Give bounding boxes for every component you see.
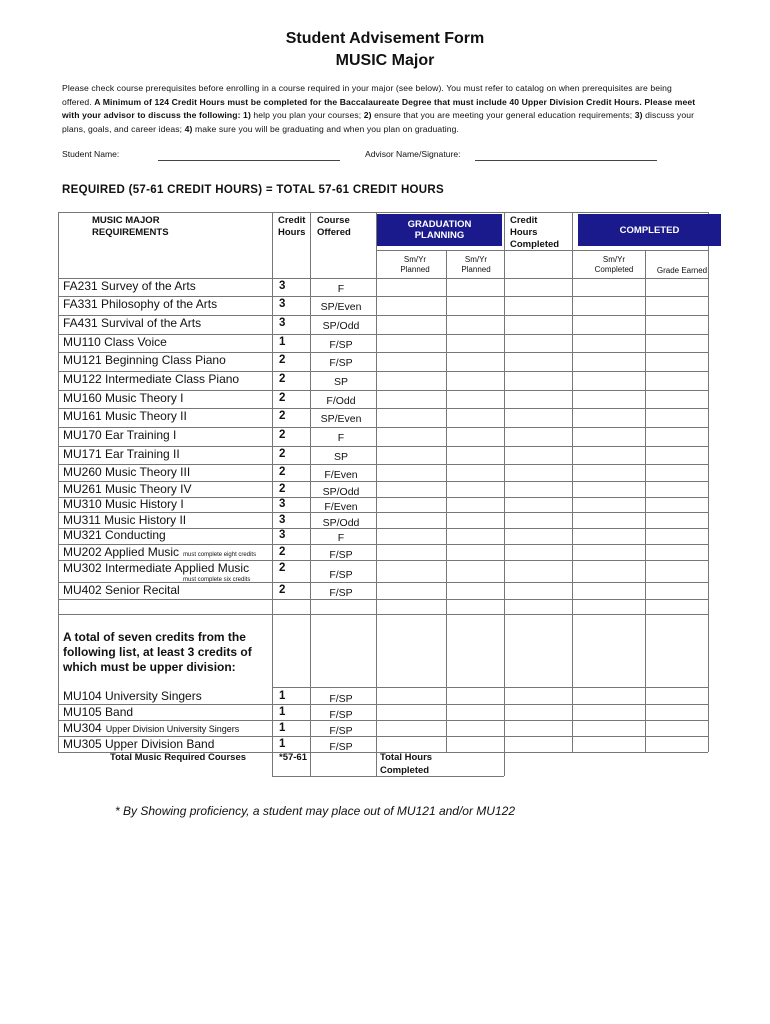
course-offered: F bbox=[337, 532, 345, 544]
footnote: * By Showing proficiency, a student may place out of MU121 and/or MU122 bbox=[115, 804, 515, 818]
course-name bbox=[63, 545, 256, 559]
form-title: Student Advisement Form bbox=[285, 30, 485, 47]
header-requirements-line: REQUIREMENTS bbox=[92, 227, 169, 238]
course-code-title: MU170 Ear Training I bbox=[63, 428, 177, 442]
course-offered: F/Odd bbox=[326, 395, 356, 407]
elective-offered: F/SP bbox=[329, 741, 353, 753]
smyr-line: Sm/Yr bbox=[403, 255, 427, 264]
total-label: Total Music Required Courses bbox=[110, 752, 247, 763]
course-credits: 2 bbox=[279, 410, 286, 422]
intro-text-8: 4) bbox=[184, 123, 193, 134]
student-name-field[interactable] bbox=[158, 160, 340, 161]
header-chc-line: Completed bbox=[510, 239, 560, 250]
course-credits: 2 bbox=[279, 562, 286, 574]
header-smyr-planned-2 bbox=[446, 255, 506, 275]
smyr-line: Planned bbox=[400, 265, 430, 274]
intro-text-5: ensure that you are meeting your general education requirements; bbox=[374, 110, 633, 121]
header-chc-line: Hours bbox=[510, 227, 538, 238]
course-offered: F bbox=[337, 432, 345, 444]
course-offered: F bbox=[337, 283, 345, 295]
course-code-title: FA231 Survey of the Arts bbox=[63, 279, 196, 293]
elective-heading: A total of seven credits from the following list, at least 3 credits of which must be upper division: bbox=[63, 630, 252, 674]
course-code-title: MU202 Applied Music bbox=[63, 545, 180, 559]
course-name bbox=[63, 353, 226, 367]
course-credits: 2 bbox=[279, 448, 286, 460]
course-credits: 2 bbox=[279, 354, 286, 366]
course-name bbox=[63, 279, 196, 293]
course-credits: 3 bbox=[279, 529, 286, 541]
course-credits: 3 bbox=[279, 514, 286, 526]
elective-name bbox=[63, 721, 239, 735]
course-offered: SP/Odd bbox=[322, 320, 360, 332]
header-credit-line: Credit bbox=[278, 215, 306, 226]
course-offered: SP/Odd bbox=[322, 486, 360, 498]
table-rule bbox=[272, 212, 273, 776]
course-name bbox=[63, 561, 251, 583]
course-credits: 2 bbox=[279, 546, 286, 558]
header-offered-line: Offered bbox=[317, 227, 351, 238]
advisor-signature-label: Advisor Name/Signature: bbox=[365, 149, 461, 159]
intro-text-7: discuss your plans, goals, and career ideas; bbox=[62, 110, 695, 134]
elective-credits: 1 bbox=[279, 722, 286, 734]
course-credits: 2 bbox=[279, 584, 286, 596]
table-rule bbox=[58, 599, 708, 600]
elective-credits: 1 bbox=[279, 690, 286, 702]
elective-code-title: MU305 Upper Division Band bbox=[63, 737, 215, 751]
header-credit-line: Hours bbox=[278, 227, 306, 238]
course-offered: F/SP bbox=[329, 339, 353, 351]
table-rule bbox=[272, 687, 708, 688]
elective-offered: F/SP bbox=[329, 709, 353, 721]
intro-text-6: 3) bbox=[634, 110, 643, 121]
course-name bbox=[63, 482, 192, 496]
elective-name bbox=[63, 737, 214, 751]
header-chc-line: Credit bbox=[510, 215, 538, 226]
header-credit-hours bbox=[278, 215, 305, 239]
intro-text-4: 2) bbox=[363, 110, 372, 121]
course-offered: F/Even bbox=[324, 469, 358, 481]
course-offered: SP/Odd bbox=[322, 517, 360, 529]
advisor-signature-field[interactable] bbox=[475, 160, 657, 161]
course-code-title: MU310 Music History I bbox=[63, 497, 184, 511]
course-credits: 2 bbox=[279, 483, 286, 495]
course-credits: 2 bbox=[279, 466, 286, 478]
course-name bbox=[63, 391, 184, 405]
table-rule bbox=[58, 704, 708, 705]
elective-name bbox=[63, 689, 202, 703]
table-rule bbox=[58, 212, 708, 213]
table-rule bbox=[504, 212, 505, 776]
course-name bbox=[63, 335, 167, 349]
smyr-line: Sm/Yr bbox=[602, 255, 626, 264]
intro-text-9: make sure you will be graduating and when you plan on graduating. bbox=[195, 123, 460, 134]
header-requirements bbox=[92, 215, 169, 239]
table-rule bbox=[376, 212, 377, 776]
header-completed: COMPLETED bbox=[578, 214, 721, 246]
header-grade-earned: Grade Earned bbox=[656, 266, 708, 275]
course-code-title: MU302 Intermediate Applied Music bbox=[63, 561, 250, 575]
table-rule bbox=[58, 614, 708, 615]
course-offered: F/SP bbox=[329, 587, 353, 599]
course-code-title: MU171 Ear Training II bbox=[63, 447, 180, 461]
header-grad-line: GRADUATION bbox=[407, 219, 472, 230]
header-credit-hours-completed bbox=[510, 215, 559, 251]
course-note: must complete eight credits bbox=[183, 552, 257, 558]
course-credits: 2 bbox=[279, 429, 286, 441]
course-offered: SP bbox=[333, 376, 348, 388]
intro-text-2: A Minimum of 124 Credit Hours must be completed for the Baccalaureate Degree that must include 40 Upper Division Credit Hours. Please meet with your advisor to discuss the following: 1) bbox=[62, 96, 696, 121]
course-code-title: MU402 Senior Recital bbox=[63, 583, 180, 597]
intro-paragraph bbox=[62, 82, 702, 136]
header-requirements-line: MUSIC MAJOR bbox=[92, 215, 160, 226]
smyr-line: Completed bbox=[594, 265, 634, 274]
course-offered: F/SP bbox=[329, 549, 353, 561]
course-name bbox=[63, 513, 186, 527]
table-rule bbox=[310, 212, 311, 776]
table-rule bbox=[645, 250, 646, 752]
course-code-title: MU121 Beginning Class Piano bbox=[63, 353, 226, 367]
course-offered: F/Even bbox=[324, 501, 358, 513]
total-hours-line: Total Hours bbox=[380, 752, 433, 763]
course-code-title: MU260 Music Theory III bbox=[63, 465, 191, 479]
form-subtitle: MUSIC Major bbox=[335, 52, 435, 69]
table-rule bbox=[58, 212, 59, 752]
table-rule bbox=[572, 212, 573, 752]
total-hours-completed-label bbox=[380, 751, 432, 777]
course-name bbox=[63, 528, 166, 542]
course-credits: 3 bbox=[279, 280, 286, 292]
course-credits: 3 bbox=[279, 298, 286, 310]
elective-code-title: MU105 Band bbox=[63, 705, 134, 719]
elective-note: Upper Division University Singers bbox=[105, 724, 240, 734]
intro-text-1: Please check course prerequisites before enrolling in a course required in your major (see below). You must refer to catalog on when prerequisites are being offered. bbox=[62, 83, 672, 107]
course-name bbox=[63, 428, 176, 442]
table-rule bbox=[708, 212, 709, 752]
course-credits: 2 bbox=[279, 392, 286, 404]
student-name-label: Student Name: bbox=[62, 149, 120, 159]
course-credits: 2 bbox=[279, 373, 286, 385]
course-name bbox=[63, 409, 187, 423]
smyr-line: Planned bbox=[461, 265, 491, 274]
course-name bbox=[63, 316, 201, 330]
course-code-title: MU261 Music Theory IV bbox=[63, 482, 192, 496]
course-name bbox=[63, 497, 184, 511]
header-smyr-planned-1 bbox=[385, 255, 445, 275]
course-offered: SP/Even bbox=[320, 301, 362, 313]
course-name bbox=[63, 297, 217, 311]
course-name bbox=[63, 372, 239, 386]
course-offered: SP/Even bbox=[320, 413, 362, 425]
header-offered-line: Course bbox=[317, 215, 350, 226]
course-credits: 3 bbox=[279, 498, 286, 510]
course-note: must complete six credits bbox=[183, 577, 251, 583]
course-name bbox=[63, 583, 180, 597]
elective-credits: 1 bbox=[279, 706, 286, 718]
course-code-title: MU110 Class Voice bbox=[63, 335, 167, 349]
course-code-title: MU160 Music Theory I bbox=[63, 391, 184, 405]
course-code-title: MU122 Intermediate Class Piano bbox=[63, 372, 240, 386]
intro-text-3: help you plan your courses; bbox=[253, 110, 362, 121]
elective-offered: F/SP bbox=[329, 693, 353, 705]
course-name bbox=[63, 447, 180, 461]
course-code-title: MU311 Music History II bbox=[63, 513, 187, 527]
course-credits: 1 bbox=[279, 336, 286, 348]
total-hours-line: Completed bbox=[380, 765, 430, 776]
course-offered: SP bbox=[333, 451, 348, 463]
elective-name bbox=[63, 705, 133, 719]
course-offered: F/SP bbox=[329, 357, 353, 369]
course-code-title: MU321 Conducting bbox=[63, 528, 166, 542]
table-rule bbox=[446, 250, 447, 752]
course-offered: F/SP bbox=[329, 569, 353, 581]
course-code-title: FA331 Philosophy of the Arts bbox=[63, 297, 218, 311]
header-grad-line: PLANNING bbox=[414, 230, 465, 241]
elective-code-title: MU304 bbox=[63, 721, 102, 735]
elective-credits: 1 bbox=[279, 738, 286, 750]
course-name bbox=[63, 465, 190, 479]
course-code-title: MU161 Music Theory II bbox=[63, 409, 187, 423]
total-value: *57-61 bbox=[279, 752, 307, 763]
section-heading: REQUIRED (57-61 CREDIT HOURS) = TOTAL 57-61 CREDIT HOURS bbox=[62, 184, 444, 196]
elective-offered: F/SP bbox=[329, 725, 353, 737]
elective-code-title: MU104 University Singers bbox=[63, 689, 202, 703]
course-credits: 3 bbox=[279, 317, 286, 329]
header-course-offered bbox=[317, 215, 351, 239]
header-graduation-planning bbox=[377, 214, 502, 246]
smyr-line: Sm/Yr bbox=[464, 255, 488, 264]
header-smyr-completed bbox=[584, 255, 644, 275]
course-code-title: FA431 Survival of the Arts bbox=[63, 316, 202, 330]
